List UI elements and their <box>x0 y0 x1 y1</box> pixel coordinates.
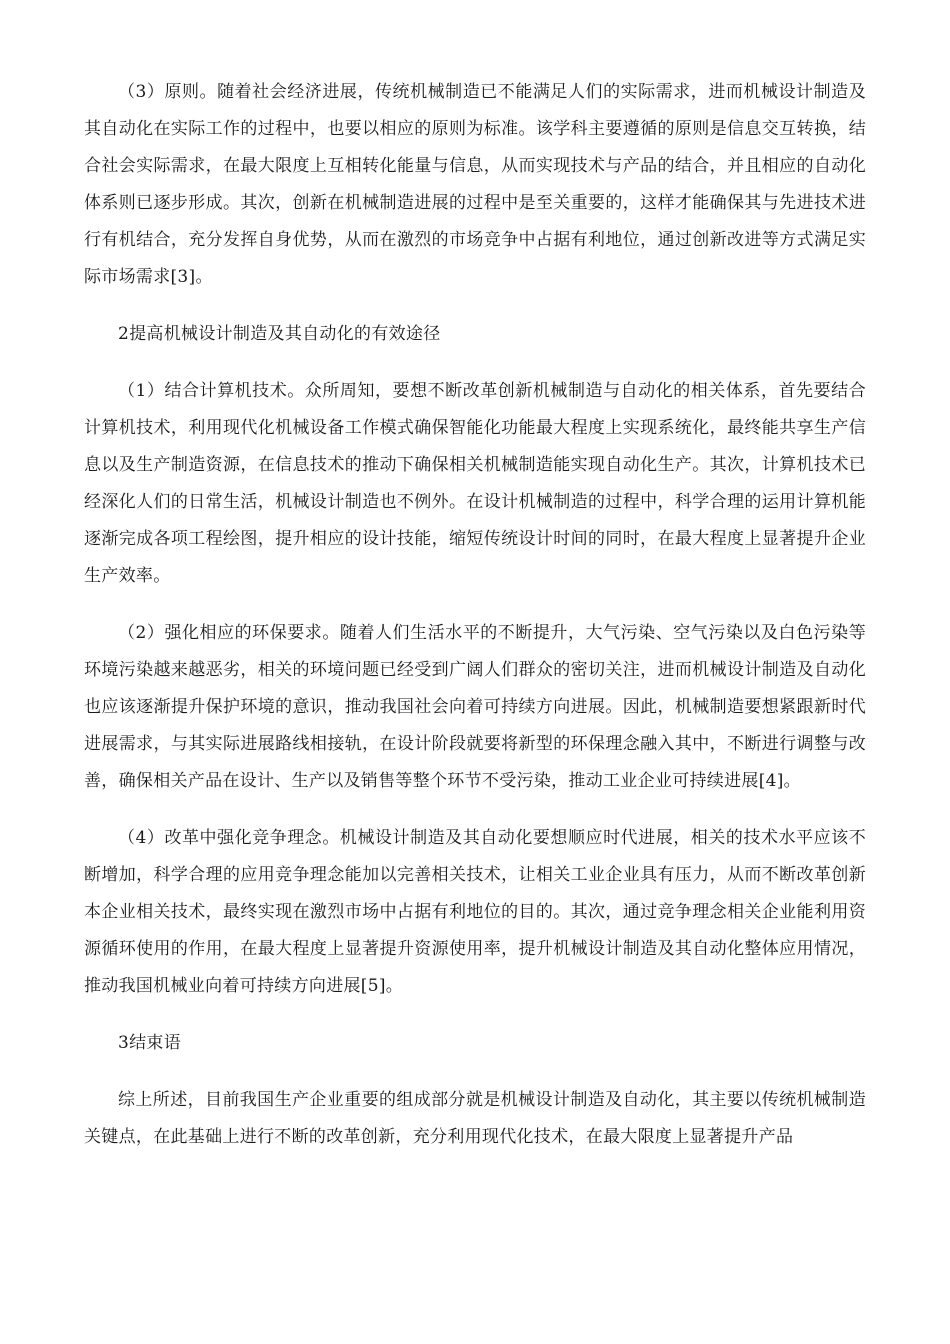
paragraph-conclusion: 综上所述，目前我国生产企业重要的组成部分就是机械设计制造及自动化，其主要以传统机械制造关键点，在此基础上进行不断的改革创新，充分利用现代化技术，在最大限度上显著提升产品 <box>84 1090 866 1147</box>
section-heading-3: 3结束语 <box>118 1033 182 1053</box>
paragraph-computer-technology: （1）结合计算机技术。众所周知，要想不断改革创新机械制造与自动化的相关体系，首先要结合计算机技术，利用现代化机械设备工作模式确保智能化功能最大程度上实现系统化，最终能共享生产信息以及生产制造资源，在信息技术的推动下确保相关机械制造能实现自动化生产。其次，计算机技术已经深化人们的日常生活，机械设计制造也不例外。在设计机械制造的过程中，科学合理的运用计算机能逐渐完成各项工程绘图，提升相应的设计技能，缩短传统设计时间的同时，在最大程度上显著提升企业生产效率。 <box>84 381 866 586</box>
section-heading-2: 2提高机械设计制造及其自动化的有效途径 <box>118 324 441 344</box>
paragraph-competition-concept: （4）改革中强化竞争理念。机械设计制造及其自动化要想顺应时代进展，相关的技术水平应该不断增加，科学合理的应用竞争理念能加以完善相关技术，让相关工业企业具有压力，从而不断改革创新本企业相关技术，最终实现在激烈市场中占据有利地位的目的。其次，通过竞争理念相关企业能利用资源循环使用的作用，在最大程度上显著提升资源使用率，提升机械设计制造及其自动化整体应用情况，推动我国机械业向着可持续方向进展[5]。 <box>84 828 866 996</box>
paragraph-principles: （3）原则。随着社会经济进展，传统机械制造已不能满足人们的实际需求，进而机械设计制造及其自动化在实际工作的过程中，也要以相应的原则为标准。该学科主要遵循的原则是信息交互转换，结合社会实际需求，在最大限度上互相转化能量与信息，从而实现技术与产品的结合，并且相应的自动化体系则已逐步形成。其次，创新在机械制造进展的过程中是至关重要的，这样才能确保其与先进技术进行有机结合，充分发挥自身优势，从而在激烈的市场竞争中占据有利地位，通过创新改进等方式满足实际市场需求[3]。 <box>84 82 866 287</box>
paragraph-environmental-requirements: （2）强化相应的环保要求。随着人们生活水平的不断提升，大气污染、空气污染以及白色污染等环境污染越来越恶劣，相关的环境问题已经受到广阔人们群众的密切关注，进而机械设计制造及自动化也应该逐渐提升保护环境的意识，推动我国社会向着可持续方向进展。因此，机械制造要想紧跟新时代进展需求，与其实际进展路线相接轨，在设计阶段就要将新型的环保理念融入其中，不断进行调整与改善，确保相关产品在设计、生产以及销售等整个环节不受污染，推动工业企业可持续进展[4]。 <box>84 623 866 791</box>
